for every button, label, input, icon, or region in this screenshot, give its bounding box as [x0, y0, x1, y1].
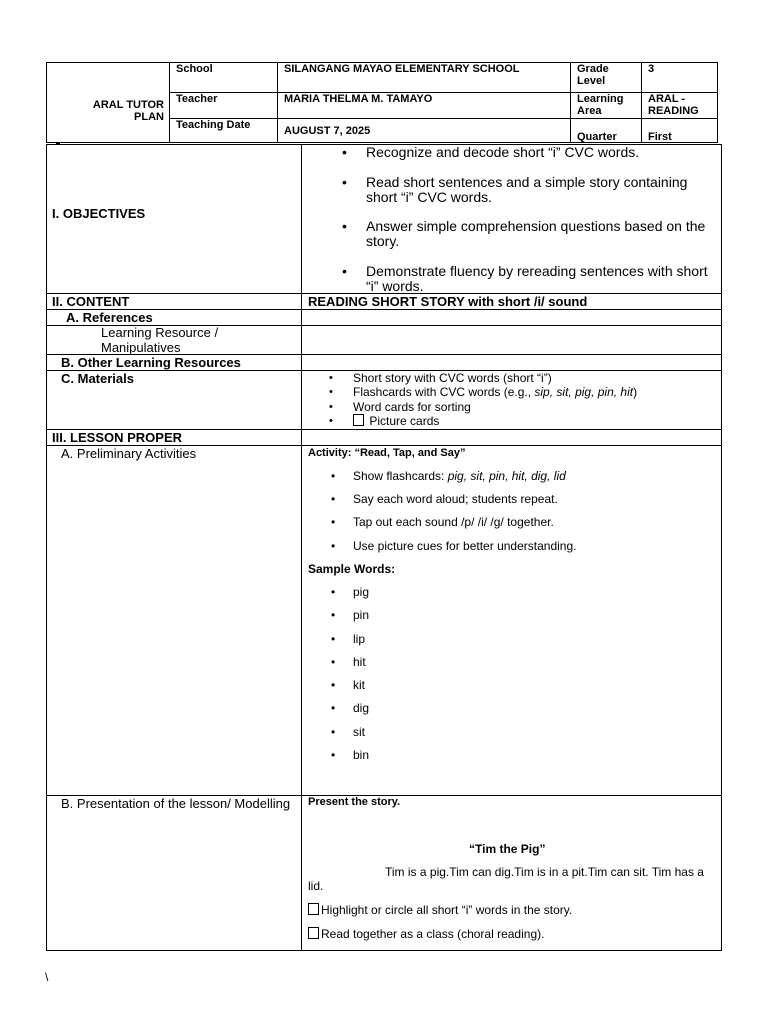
- quarter-label: Quarter: [577, 131, 617, 143]
- present-story-heading: Present the story.: [308, 796, 401, 808]
- sample-words-heading: Sample Words:: [308, 562, 396, 576]
- activity-step: • Use picture cues for better understanding.: [353, 539, 576, 553]
- task-read: [308, 927, 544, 941]
- step-words: pig, sit, pin, hit, dig, lid: [447, 469, 566, 483]
- material-item: [353, 414, 439, 428]
- task-text: Highlight or circle all short “i” words in the story.: [321, 903, 573, 917]
- area-label: Learning Area: [577, 93, 624, 117]
- checkbox-icon: [353, 414, 366, 428]
- sample-word: • dig: [353, 701, 369, 715]
- school-label: School: [176, 63, 213, 75]
- activity-step: [353, 469, 566, 483]
- date-label: Teaching Date: [176, 119, 251, 131]
- objectives-heading: I. OBJECTIVES: [52, 206, 146, 221]
- step-text: Show flashcards:: [353, 469, 448, 483]
- footer-mark: \: [45, 970, 49, 984]
- grade-value: 3: [648, 63, 655, 75]
- sample-word: • hit: [353, 655, 366, 669]
- area-value: ARAL - READING: [648, 93, 699, 117]
- teacher-value: MARIA THELMA M. TAMAYO: [284, 93, 433, 105]
- sample-word: • sit: [353, 725, 365, 739]
- task-text: Read together as a class (choral reading).: [321, 927, 545, 941]
- content-heading: II. CONTENT: [52, 294, 130, 309]
- story-title: “Tim the Pig”: [469, 842, 546, 856]
- school-value: SILANGANG MAYAO ELEMENTARY SCHOOL: [284, 63, 520, 75]
- material-item-text: Flashcards with CVC words (e.g.,: [353, 385, 535, 399]
- objective-item: • Demonstrate fluency by rereading sentences with short “i” words.: [366, 264, 716, 294]
- preliminary-heading: A. Preliminary Activities: [61, 446, 197, 461]
- quarter-value: First: [648, 131, 672, 143]
- material-item: • Short story with CVC words (short “i”): [353, 371, 552, 385]
- plan-title: ARAL TUTOR PLAN: [92, 99, 164, 123]
- activity-step: • Say each word aloud; students repeat.: [353, 492, 558, 506]
- checkbox-icon: [308, 927, 321, 941]
- other-resources-heading: B. Other Learning Resources: [61, 355, 241, 370]
- objective-item: • Recognize and decode short “i” CVC words.: [366, 145, 716, 160]
- sample-word: • pin: [353, 608, 369, 622]
- activity-step: • Tap out each sound /p/ /i/ /g/ together.: [353, 515, 554, 529]
- material-item-text: Picture cards: [369, 414, 440, 428]
- sample-word: • kit: [353, 678, 365, 692]
- flashcard-examples: sip, sit, pig, pin, hit: [534, 385, 634, 399]
- checkbox-icon: [308, 903, 321, 917]
- flashcard-close: ): [633, 385, 638, 399]
- activity-title: Activity: “Read, Tap, and Say”: [308, 447, 466, 459]
- materials-heading: C. Materials: [61, 371, 134, 386]
- objective-item: • Answer simple comprehension questions based on the story.: [366, 219, 716, 249]
- content-value: READING SHORT STORY with short /i/ sound: [308, 294, 588, 309]
- teacher-label: Teacher: [176, 93, 218, 105]
- material-item: • Word cards for sorting: [353, 400, 471, 414]
- references-heading: A. References: [66, 310, 153, 325]
- date-value: AUGUST 7, 2025: [284, 125, 371, 137]
- lesson-heading: III. LESSON PROPER: [52, 430, 183, 445]
- presentation-text: B. Presentation of the lesson/ Modelling: [61, 796, 291, 811]
- sample-word: • bin: [353, 748, 369, 762]
- presentation-heading: [61, 796, 291, 811]
- grade-label: Grade Level: [577, 63, 609, 87]
- objective-item: • Read short sentences and a simple story containing short “i” CVC words.: [366, 175, 718, 205]
- story-text: Tim is a pig.Tim can dig.Tim is in a pit.Tim can sit. Tim has a lid.: [308, 865, 704, 893]
- learning-resource-label: Learning Resource / Manipulatives: [101, 325, 219, 355]
- task-highlight: [308, 903, 572, 917]
- material-item: [353, 385, 637, 399]
- sample-word: • pig: [353, 585, 369, 599]
- sample-word: • lip: [353, 632, 365, 646]
